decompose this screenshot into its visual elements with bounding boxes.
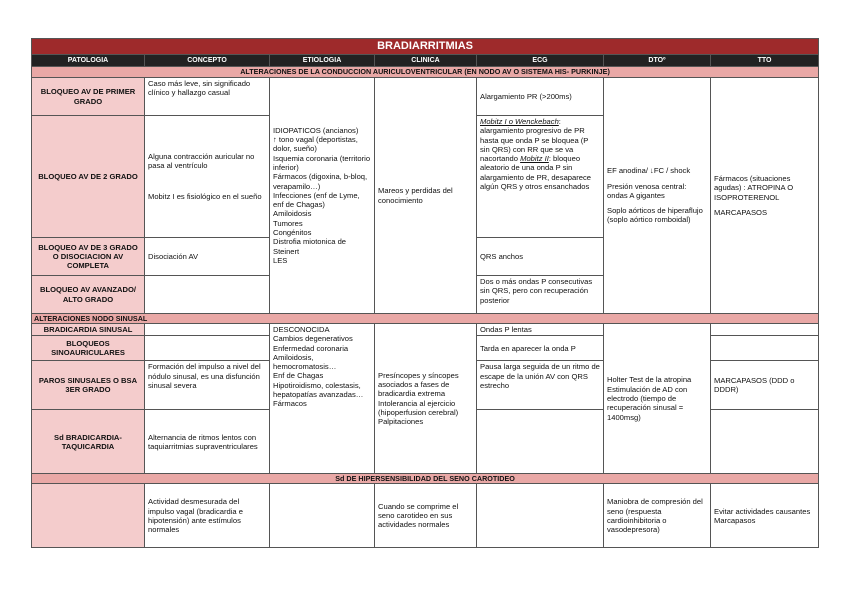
header-patologia: PATOLOGIA xyxy=(32,55,145,67)
bradiarritmias-table xyxy=(31,38,819,548)
tto-carotid: Evitar actividades causantes Marcapasos xyxy=(711,484,819,548)
tto-av: Fármacos (situaciones agudas) : ATROPINA O ISOPROTERENOL MARCAPASOS xyxy=(711,78,819,314)
tto-paros-sinusales: MARCAPASOS (DDD o DDDR) xyxy=(711,361,819,410)
pat-bav-advanced: BLOQUEO AV AVANZADO/ ALTO GRADO xyxy=(32,276,145,314)
section-av-conduction: ALTERACIONES DE LA CONDUCCION AURICULOVENTRICULAR (EN NODO AV O SISTEMA HIS- PURKINJE) xyxy=(32,67,819,78)
pat-bav-2: BLOQUEO AV DE 2 GRADO xyxy=(32,116,145,238)
pat-bav-3: BLOQUEO AV DE 3 GRADO O DISOCIACION AV COMPLETA xyxy=(32,238,145,276)
concept-bav-1: Caso más leve, sin significado clínico y hallazgo casual xyxy=(145,78,270,116)
clinic-av: Mareos y perdidas del conocimiento xyxy=(375,78,477,314)
concept-bav-3: Disociación AV xyxy=(145,238,270,276)
clinic-sinusal: Presíncopes y síncopes asociados a fases de bradicardia extrema Intolerancia al ejercicio (hipoperfusion cerebral) Palpitaciones xyxy=(375,324,477,474)
concept-bradi-taqui: Alternancia de ritmos lentos con taquiarritmias supraventriculares xyxy=(145,410,270,474)
ecg-bradi-taqui xyxy=(477,410,604,474)
ecg-bradicardia-sinusal: Ondas P lentas xyxy=(477,324,604,336)
dto-sinusal: Holter Test de la atropina Estimulación de AD con electrodo (tiempo de recuperación sinusal = 1400msg) xyxy=(604,324,711,474)
header-clinica: CLINICA xyxy=(375,55,477,67)
concept-bav-advanced xyxy=(145,276,270,314)
header-tto: TTO xyxy=(711,55,819,67)
header-dto: DTOº xyxy=(604,55,711,67)
header-etiologia: ETIOLOGIA xyxy=(270,55,375,67)
pat-paros-sinusales: PAROS SINUSALES O BSA 3ER GRADO xyxy=(32,361,145,410)
clinic-carotid: Cuando se comprime el seno carotideo en sus actividades normales xyxy=(375,484,477,548)
ecg-paros-sinusales: Pausa larga seguida de un ritmo de escape de la unión AV con QRS estrecho xyxy=(477,361,604,410)
section-carotid: Sd DE HIPERSENSIBILIDAD DEL SENO CAROTIDEO xyxy=(32,474,819,484)
header-concepto: CONCEPTO xyxy=(145,55,270,67)
pat-bloqueos-sa: BLOQUEOS SINOAURICULARES xyxy=(32,336,145,361)
pat-carotid xyxy=(32,484,145,548)
pat-bav-1: BLOQUEO AV DE PRIMER GRADO xyxy=(32,78,145,116)
ecg-bav-1: Alargamiento PR (>200ms) xyxy=(477,78,604,116)
ecg-bloqueos-sa: Tarda en aparecer la onda P xyxy=(477,336,604,361)
dto-carotid: Maniobra de compresión del seno (respuesta cardioinhibitoria o vasodepresora) xyxy=(604,484,711,548)
header-ecg: ECG xyxy=(477,55,604,67)
etiology-carotid xyxy=(270,484,375,548)
concept-bloqueos-sa xyxy=(145,336,270,361)
ecg-bav-3: QRS anchos xyxy=(477,238,604,276)
tto-bloqueos-sa xyxy=(711,336,819,361)
ecg-bav-2: Mobitz I o Wenckebach: alargamiento progresivo de PR hasta que onda P se bloquea (P sin QRS) con RR que se va nacortando Mobitz II: bloqueo aleatorio de una onda P sin alargamiento de PR, desaparece algún QRS y otros ensanchados xyxy=(477,116,604,238)
concept-carotid: Actividad desmesurada del impulso vagal (bradicardia e hipotensión) ante estímulos normales xyxy=(145,484,270,548)
ecg-carotid xyxy=(477,484,604,548)
table-title: BRADIARRITMIAS xyxy=(32,39,819,55)
etiology-sinusal: DESCONOCIDA Cambios degenerativos Enfermedad coronaria Amiloidosis, hemocromatosis… Enf de Chagas Hipotiroidismo, colestasis, hepatopatías avanzadas… Fármacos xyxy=(270,324,375,474)
tto-bradicardia-sinusal xyxy=(711,324,819,336)
dto-av: EF anodina/ ↓FC / shock Presión venosa central: ondas A gigantes Soplo aórticos de hiperaflujo (soplo aórtico romboidal) xyxy=(604,78,711,314)
pat-bradicardia-sinusal: BRADICARDIA SINUSAL xyxy=(32,324,145,336)
etiology-av: IDIOPATICOS (ancianos) ↑ tono vagal (deportistas, dolor, sueño) Isquemia coronaria (territorio inferior) Fármacos (digoxina, b-bloq, verapamilo…) Infecciones (enf de Lyme, enf de Chagas) Amiloidosis Tumores Congénitos Distrofia miotonica de Steinert LES xyxy=(270,78,375,314)
section-sinus-node: ALTERACIONES NODO SINUSAL xyxy=(32,314,819,324)
concept-bav-2: Alguna contracción auricular no pasa al ventrículo Mobitz I es fisiológico en el sueño xyxy=(145,116,270,238)
pat-bradi-taqui: Sd BRADICARDIA-TAQUICARDIA xyxy=(32,410,145,474)
ecg-bav-advanced: Dos o más ondas P consecutivas sin QRS, pero con recuperación posterior xyxy=(477,276,604,314)
tto-bradi-taqui xyxy=(711,410,819,474)
concept-paros-sinusales: Formación del impulso a nivel del nódulo sinusal, es una disfunción sinusal severa xyxy=(145,361,270,410)
concept-bradicardia-sinusal xyxy=(145,324,270,336)
